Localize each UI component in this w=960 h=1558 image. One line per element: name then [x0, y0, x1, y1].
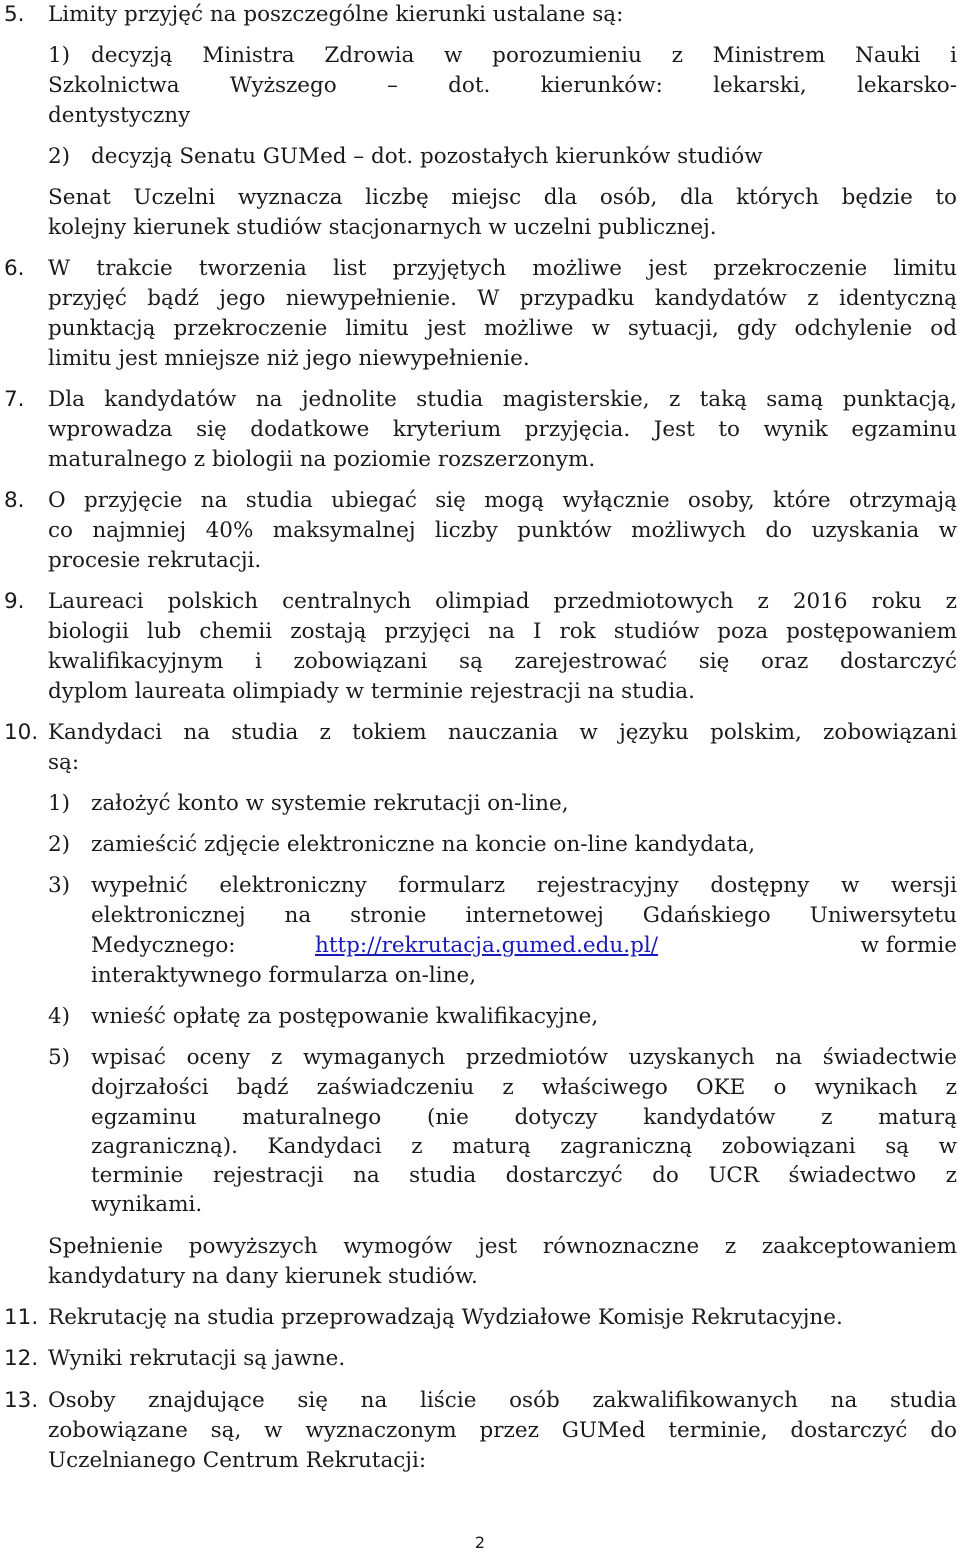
- item-10-sub-5-text: zagraniczną). Kandydaci z maturą zagraniczną zobowiązani są w: [91, 1134, 957, 1159]
- item-10-sub-3-suffix: w formie: [860, 933, 957, 958]
- item-5-sub-2-text: decyzją Senatu GUMed – dot. pozostałych kierunków studiów: [91, 144, 763, 169]
- item-11-number: 11.: [4, 1305, 39, 1330]
- item-10-sub-5-text: egzaminu maturalnego (nie dotyczy kandydatów z maturą: [91, 1105, 957, 1130]
- item-12-number: 12.: [4, 1346, 39, 1371]
- item-5-sub-1-text: dentystyczny: [48, 103, 191, 128]
- page-number: 2: [474, 1533, 486, 1552]
- registration-link-text[interactable]: http://rekrutacja.gumed.edu.pl/: [315, 933, 658, 958]
- item-10-sub-4-text: wnieść opłatę za postępowanie kwalifikacyjne,: [91, 1004, 599, 1029]
- item-9-number: 9.: [4, 589, 25, 614]
- item-8-text: procesie rekrutacji.: [48, 548, 262, 573]
- item-13-number: 13.: [4, 1388, 39, 1413]
- item-5-number: 5.: [4, 2, 25, 27]
- item-10-text: są:: [48, 750, 80, 775]
- item-5-sub-1-text: Szkolnictwa Wyższego – dot. kierunków: lekarski, lekarsko-: [48, 73, 957, 98]
- item-10-sub-3-text: interaktywnego formularza on-line,: [91, 963, 477, 988]
- item-6-text: przyjęć bądź jego niewypełnienie. W przypadku kandydatów z identyczną: [48, 286, 957, 311]
- item-5-paragraph: Senat Uczelni wyznacza liczbę miejsc dla osób, dla których będzie to: [48, 185, 957, 210]
- item-10-sub-2-number: 2): [48, 832, 71, 857]
- item-9-text: kwalifikacyjnym i zobowiązani są zarejestrować się oraz dostarczyć: [48, 649, 957, 674]
- item-6-text: punktacją przekroczenie limitu jest możliwe w sytuacji, gdy odchylenie od: [48, 316, 957, 341]
- item-13-text: Uczelnianego Centrum Rekrutacji:: [48, 1448, 427, 1473]
- item-6-text: limitu jest mniejsze niż jego niewypełnienie.: [48, 346, 530, 371]
- item-10-sub-5-text: wpisać oceny z wymaganych przedmiotów uzyskanych na świadectwie: [91, 1045, 957, 1070]
- item-10-text: Kandydaci na studia z tokiem nauczania w języku polskim, zobowiązani: [48, 720, 957, 745]
- item-10-sub-2-text: zamieścić zdjęcie elektroniczne na koncie on-line kandydata,: [91, 832, 756, 857]
- item-13-text: zobowiązane są, w wyznaczonym przez GUMed terminie, dostarczyć do: [48, 1418, 957, 1443]
- item-10-sub-5-text: terminie rejestracji na studia dostarczyć do UCR świadectwo z: [91, 1163, 957, 1188]
- item-5-sub-1-text: decyzją Ministra Zdrowia w porozumieniu z Ministrem Nauki i: [91, 43, 957, 68]
- item-5-text: Limity przyjęć na poszczególne kierunki ustalane są:: [48, 2, 624, 27]
- item-6-number: 6.: [4, 256, 25, 281]
- registration-link[interactable]: [315, 931, 658, 961]
- item-10-paragraph: kandydatury na dany kierunek studiów.: [48, 1264, 478, 1289]
- item-7-text: wprowadza się dodatkowe kryterium przyjęcia. Jest to wynik egzaminu: [48, 417, 957, 442]
- item-9-text: Laureaci polskich centralnych olimpiad przedmiotowych z 2016 roku z: [48, 589, 957, 614]
- item-10-sub-4-number: 4): [48, 1004, 71, 1029]
- item-10-sub-3-text: wypełnić elektroniczny formularz rejestracyjny dostępny w wersji: [91, 873, 957, 898]
- item-8-text: O przyjęcie na studia ubiegać się mogą wyłącznie osoby, które otrzymają: [48, 488, 957, 513]
- item-5-sub-2-number: 2): [48, 144, 71, 169]
- item-7-text: maturalnego z biologii na poziomie rozszerzonym.: [48, 447, 596, 472]
- item-7-text: Dla kandydatów na jednolite studia magisterskie, z taką samą punktacją,: [48, 387, 957, 412]
- item-5-sub-1-number: 1): [48, 43, 71, 68]
- item-8-number: 8.: [4, 488, 25, 513]
- item-10-sub-5-text: wynikami.: [91, 1192, 203, 1217]
- item-8-text: co najmniej 40% maksymalnej liczby punktów możliwych do uzyskania w: [48, 518, 957, 543]
- item-9-text: dyplom laureata olimpiady w terminie rejestracji na studia.: [48, 679, 695, 704]
- item-10-sub-5-text: dojrzałości bądź zaświadczeniu z właściwego OKE o wynikach z: [91, 1075, 957, 1100]
- item-7-number: 7.: [4, 387, 25, 412]
- item-10-paragraph: Spełnienie powyższych wymogów jest równoznaczne z zaakceptowaniem: [48, 1234, 957, 1259]
- item-12-text: Wyniki rekrutacji są jawne.: [48, 1346, 346, 1371]
- item-10-sub-3-text: elektronicznej na stronie internetowej Gdańskiego Uniwersytetu: [91, 903, 957, 928]
- item-11-text: Rekrutację na studia przeprowadzają Wydziałowe Komisje Rekrutacyjne.: [48, 1305, 843, 1330]
- item-5-paragraph: kolejny kierunek studiów stacjonarnych w uczelni publicznej.: [48, 215, 717, 240]
- item-10-number: 10.: [4, 720, 39, 745]
- item-9-text: biologii lub chemii zostają przyjęci na I rok studiów poza postępowaniem: [48, 619, 957, 644]
- item-10-sub-1-number: 1): [48, 791, 71, 816]
- item-10-sub-3-prefix: Medycznego:: [91, 933, 236, 958]
- item-6-text: W trakcie tworzenia list przyjętych możliwe jest przekroczenie limitu: [48, 256, 957, 281]
- item-10-sub-3-number: 3): [48, 873, 71, 898]
- item-10-sub-5-number: 5): [48, 1045, 71, 1070]
- item-13-text: Osoby znajdujące się na liście osób zakwalifikowanych na studia: [48, 1388, 957, 1413]
- item-10-sub-1-text: założyć konto w systemie rekrutacji on-line,: [91, 791, 569, 816]
